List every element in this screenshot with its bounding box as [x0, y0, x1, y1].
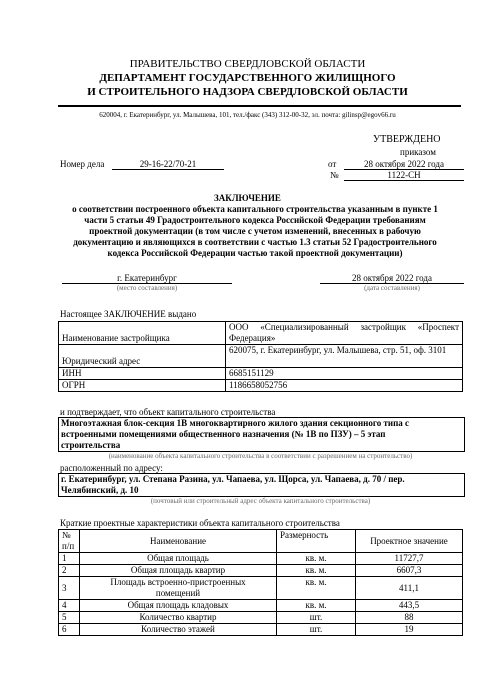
issued-text: Настоящее ЗАКЛЮЧЕНИЕ выдано	[60, 309, 197, 319]
developer-inn-value: 6685151129	[226, 368, 463, 380]
conclusion-line3: проектной документации (в том числе с учетом изменений, внесенных в рабочую	[89, 226, 421, 236]
table-row	[59, 577, 463, 600]
row-name: Общая площадь квартир	[80, 565, 277, 577]
object-line3: строительства	[61, 440, 121, 450]
developer-address-label: Юридический адрес	[59, 345, 226, 368]
specs-table	[58, 529, 463, 636]
col-value-header: Проектное значение	[356, 530, 463, 553]
location-line2: Челябинский, д. 10	[61, 485, 139, 495]
table-header-row	[59, 530, 463, 553]
header-line3: И СТРОИТЕЛЬНОГО НАДЗОРА СВЕРДЛОВСКОЙ ОБЛАСТИ	[87, 86, 408, 98]
case-number: 29-16-22/70-21	[112, 159, 224, 170]
object-line1: Многоэтажная блок-секция 1В многоквартирного жилого здания секционного типа с	[61, 418, 410, 428]
row-unit: кв. м.	[277, 577, 356, 600]
table-row	[59, 565, 463, 577]
confirms-text: и подтверждает, что объект капитального строительства	[60, 407, 276, 417]
place-city: г. Екатеринбург	[62, 273, 232, 284]
row-value: 411,1	[356, 577, 463, 600]
row-name-cell	[80, 577, 277, 600]
row-unit: шт.	[277, 624, 356, 636]
object-box	[58, 417, 465, 452]
developer-table	[58, 321, 463, 392]
header-address: 620004, г. Екатеринбург, ул. Малышева, 101, тел./факс (343) 312-00-32, эл. почта: gilinsp@egov66.ru	[99, 111, 396, 119]
object-caption: (наименование объекта капитального строительства в соответствии с разрешением на строительство)	[108, 452, 413, 460]
table-row	[59, 380, 463, 392]
table-row	[59, 624, 463, 636]
row-num: 2	[59, 565, 80, 577]
row-name: Общая площадь	[80, 553, 277, 565]
row-name: Общая площадь кладовых	[80, 600, 277, 612]
conclusion-title: ЗАКЛЮЧЕНИЕ	[214, 193, 281, 203]
table-row	[59, 612, 463, 624]
header-line1: ПРАВИТЕЛЬСТВО СВЕРДЛОВСКОЙ ОБЛАСТИ	[129, 58, 366, 70]
case-label: Номер дела	[60, 159, 105, 169]
order-label: приказом	[400, 147, 436, 157]
row-name: Количество квартир	[80, 612, 277, 624]
developer-ogrn-value: 1186658052756	[226, 380, 463, 392]
table-row	[59, 553, 463, 565]
row-name: Площадь встроенно-пристроенных	[110, 577, 246, 587]
header-line2: ДЕПАРТАМЕНТ ГОСУДАРСТВЕННОГО ЖИЛИЩНОГО	[99, 72, 396, 84]
col-num-label2: п/п	[62, 541, 75, 551]
conclusion-line5: кодекса Российской Федерации частью такой проектной документации)	[107, 248, 403, 258]
place-city-caption: (место составления)	[116, 284, 178, 292]
developer-name-value: ООО «Специализированный застройщик «Проспект Федерация»	[226, 322, 463, 345]
header-rule	[58, 105, 461, 107]
row-unit: кв. м.	[277, 565, 356, 577]
table-row	[59, 368, 463, 380]
row-num: 3	[59, 577, 80, 600]
col-unit-header: Размерность	[277, 530, 356, 553]
table-row	[59, 322, 463, 345]
col-num-header	[59, 530, 80, 553]
specs-title: Краткие проектные характеристики объекта капитального строительства	[60, 518, 340, 528]
row-num: 1	[59, 553, 80, 565]
row-num: 6	[59, 624, 80, 636]
approval-number: 1122-СН	[344, 170, 464, 181]
row-unit: шт.	[277, 612, 356, 624]
table-row	[59, 345, 463, 368]
row-unit: кв. м.	[277, 600, 356, 612]
approval-date: 28 октября 2022 года	[344, 159, 464, 170]
row-value: 19	[356, 624, 463, 636]
table-row	[59, 600, 463, 612]
conclusion-line2: части 5 статьи 49 Градостроительного кодекса Российской Федерации требованиям	[84, 215, 426, 225]
row-value: 11727,7	[356, 553, 463, 565]
row-value: 443,5	[356, 600, 463, 612]
row-name: Количество этажей	[80, 624, 277, 636]
developer-inn-label: ИНН	[59, 368, 226, 380]
developer-address-value: 620075, г. Екатеринбург, ул. Малышева, стр. 51, оф. 3101	[226, 345, 463, 368]
row-num: 5	[59, 612, 80, 624]
conclusion-line1: о соответствии построенного объекта капитального строительства указанным в пункте 1	[72, 204, 438, 214]
location-caption: (почтовый или строительный адрес объекта капитального строительства)	[150, 497, 371, 505]
developer-name-label: Наименование застройщика	[59, 322, 226, 345]
object-line2: встроенными помещениями общественного назначения (№ 1В по ПЗУ) – 5 этап	[61, 429, 386, 439]
approval-from-label: от	[328, 159, 337, 169]
approved-label: УТВЕРЖДЕНО	[373, 134, 441, 145]
place-date-caption: (дата составления)	[364, 284, 420, 292]
col-name-header: Наименование	[80, 530, 277, 553]
conclusion-line4: документацию и являющихся в соответствии с частью 1.3 статьи 52 Градостроительного	[73, 237, 437, 247]
location-label: расположенный по адресу:	[60, 463, 163, 473]
location-box	[58, 473, 465, 497]
row-num: 4	[59, 600, 80, 612]
row-unit: кв. м.	[277, 553, 356, 565]
row-value: 88	[356, 612, 463, 624]
place-date: 28 октября 2022 года	[320, 273, 464, 284]
row-name-cont: помещений	[155, 588, 201, 598]
col-num-label: №	[62, 530, 71, 540]
row-value: 6607,3	[356, 565, 463, 577]
developer-ogrn-label: ОГРН	[59, 380, 226, 392]
location-line1: г. Екатеринбург, ул. Степана Разина, ул. Чапаева, ул. Щорса, ул. Чапаева, д. 70 / пер.	[61, 474, 405, 484]
approval-num-label: №	[330, 170, 339, 180]
